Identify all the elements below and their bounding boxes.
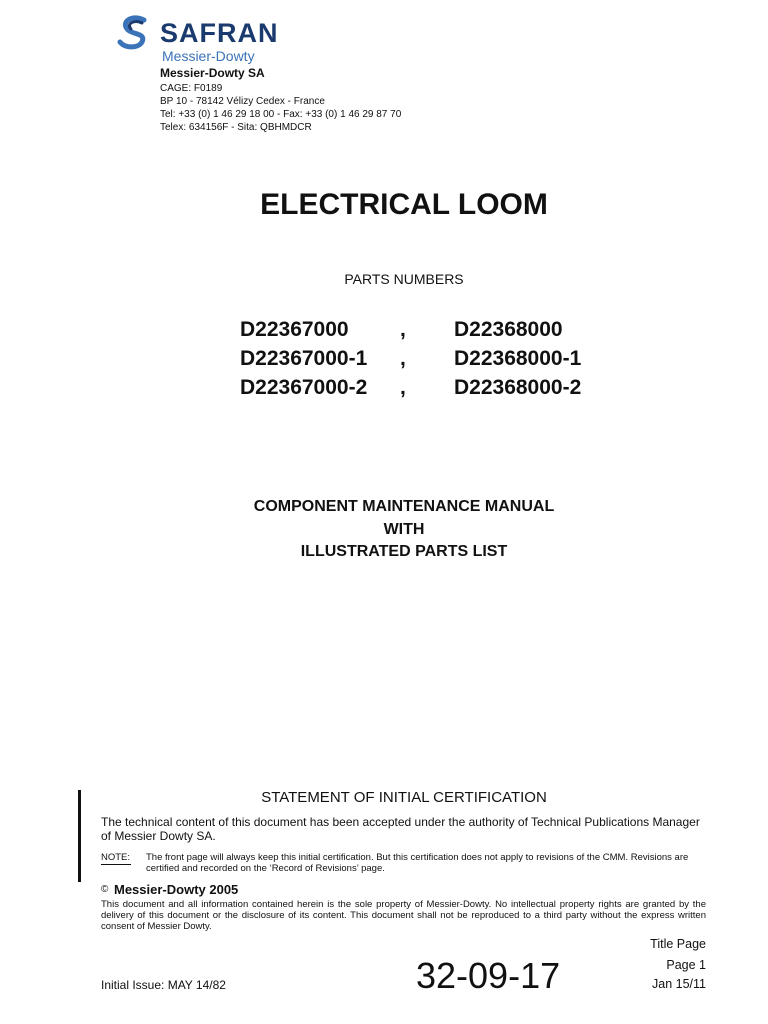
page-label: Title Page bbox=[650, 937, 706, 951]
note-text: The front page will always keep this initial certification. But this certification does not apply to revisions of the CMM. Revisions are certified and recorded on the ‘Record of Revisions’ page. bbox=[146, 852, 689, 874]
document-number: 32-09-17 bbox=[416, 955, 561, 996]
telex-sita: Telex: 634156F - Sita: QBHMDCR bbox=[160, 122, 312, 133]
part-number-row bbox=[240, 376, 654, 405]
initial-issue: Initial Issue: MAY 14/82 bbox=[101, 978, 226, 992]
copyright-icon: © bbox=[101, 884, 109, 895]
copyright-holder: Messier-Dowty 2005 bbox=[114, 882, 239, 897]
part-number-row bbox=[240, 347, 654, 376]
postal-address: BP 10 - 78142 Vélizy Cedex - France bbox=[160, 96, 325, 107]
manual-title-line: WITH bbox=[383, 520, 425, 538]
part-number: D22367000 bbox=[240, 318, 349, 341]
certification-text: The technical content of this document has been accepted under the authority of Technical Publications Manager of Messier Dowty SA. bbox=[101, 815, 700, 843]
manual-title-line: ILLUSTRATED PARTS LIST bbox=[300, 543, 508, 560]
document-title: ELECTRICAL LOOM bbox=[260, 188, 548, 221]
logo-subtitle: Messier-Dowty bbox=[162, 48, 255, 64]
part-number-row bbox=[240, 318, 654, 347]
company-name: Messier-Dowty SA bbox=[160, 66, 265, 80]
certification-heading: STATEMENT OF INITIAL CERTIFICATION bbox=[261, 789, 547, 806]
safran-logo bbox=[104, 12, 299, 72]
manual-title-line: COMPONENT MAINTENANCE MANUAL bbox=[253, 498, 555, 515]
separator: , bbox=[400, 376, 406, 399]
separator: , bbox=[400, 318, 406, 341]
revision-date: Jan 15/11 bbox=[652, 977, 706, 991]
page-number: Page 1 bbox=[666, 958, 706, 972]
part-number: D22368000-2 bbox=[454, 376, 582, 399]
manual-title bbox=[0, 496, 768, 564]
part-numbers-list bbox=[240, 318, 654, 405]
cage-code: CAGE: F0189 bbox=[160, 83, 223, 94]
part-number: D22368000 bbox=[454, 318, 563, 341]
separator: , bbox=[400, 347, 406, 370]
phone-fax: Tel: +33 (0) 1 46 29 18 00 - Fax: +33 (0) 1 46 29 87 70 bbox=[160, 109, 402, 120]
part-number: D22367000-2 bbox=[240, 376, 368, 399]
note-underline bbox=[101, 864, 131, 865]
note-label: NOTE: bbox=[101, 852, 131, 863]
logo-wordmark: SAFRAN bbox=[160, 18, 279, 48]
safran-swirl-icon bbox=[116, 14, 152, 50]
proprietary-notice: This document and all information contained herein is the sole property of Messier-Dowty. No intellectual property rights are granted by the delivery of this document or the disclosure of its content. This document shall not be reproduced to a third party without the express written consent of Messier Dowty. bbox=[101, 899, 706, 932]
parts-numbers-heading: PARTS NUMBERS bbox=[344, 271, 464, 287]
part-number: D22368000-1 bbox=[454, 347, 582, 370]
part-number: D22367000-1 bbox=[240, 347, 368, 370]
